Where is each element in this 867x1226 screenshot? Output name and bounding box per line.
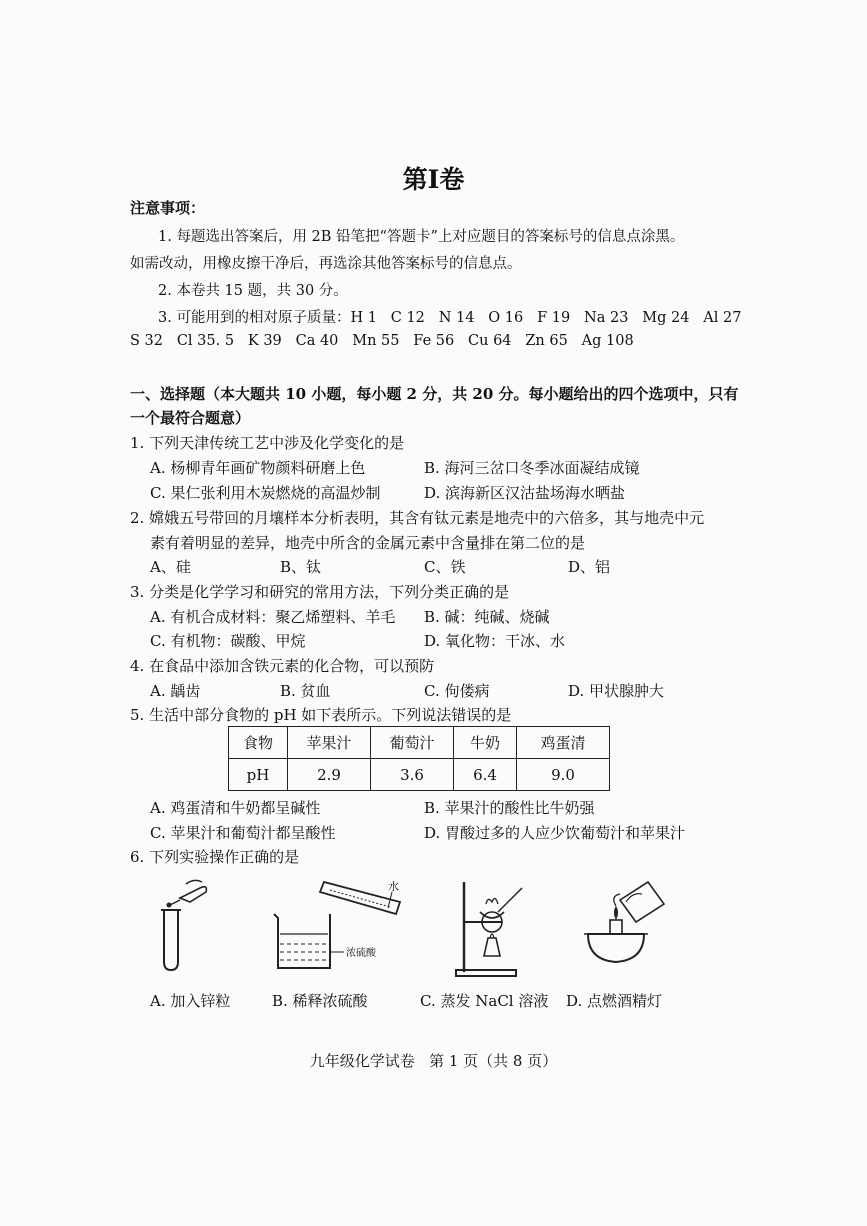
question-4-option-b[interactable]: B. 贫血 — [280, 682, 331, 700]
add-zinc-figure — [150, 876, 220, 976]
question-2-option-c[interactable]: C、铁 — [424, 558, 466, 576]
question-2-option-b[interactable]: B、钛 — [280, 558, 322, 576]
alcohol-lamp-figure — [580, 876, 670, 972]
table-cell: 3.6 — [371, 759, 454, 791]
question-5-option-b[interactable]: B. 苹果汁的酸性比牛奶强 — [424, 799, 595, 817]
question-2-option-d[interactable]: D、铝 — [568, 558, 611, 576]
question-6-option-a[interactable]: A. 加入锌粒 — [150, 992, 231, 1010]
table-header-cell: 食物 — [229, 727, 288, 759]
notice-item-3: 3. 可能用到的相对原子质量：H 1 C 12 N 14 O 16 F 19 Na 23 Mg 24 Al 27 — [158, 310, 742, 326]
question-3-option-b[interactable]: B. 碱：纯碱、烧碱 — [424, 608, 550, 626]
question-4-option-c[interactable]: C. 佝偻病 — [424, 682, 490, 700]
question-1-option-d[interactable]: D. 滨海新区汉沽盐场海水晒盐 — [424, 484, 626, 502]
acid-label: 浓硫酸 — [346, 948, 376, 959]
question-1-option-a[interactable]: A. 杨柳青年画矿物颜料研磨上色 — [150, 459, 366, 477]
table-header-cell: 牛奶 — [454, 727, 517, 759]
notice-item-3-cont: S 32 Cl 35. 5 K 39 Ca 40 Mn 55 Fe 56 Cu 64 Zn 65 Ag 108 — [130, 333, 634, 349]
question-3-option-a[interactable]: A. 有机合成材料：聚乙烯塑料、羊毛 — [150, 608, 396, 626]
question-2-option-a[interactable]: A、硅 — [150, 558, 191, 576]
page-title: 第Ⅰ卷 — [402, 165, 465, 194]
table-header-cell: 鸡蛋清 — [517, 727, 610, 759]
ph-table — [228, 726, 610, 791]
dilute-acid-figure — [268, 872, 418, 982]
question-6-option-d[interactable]: D. 点燃酒精灯 — [566, 992, 663, 1010]
question-5-option-c[interactable]: C. 苹果汁和葡萄汁都呈酸性 — [150, 824, 336, 842]
question-1-option-c[interactable]: C. 果仁张利用木炭燃烧的高温炒制 — [150, 484, 381, 502]
question-6-option-b[interactable]: B. 稀释浓硫酸 — [272, 992, 368, 1010]
question-6-stem: 6. 下列实验操作正确的是 — [130, 848, 300, 866]
table-header-cell: 苹果汁 — [288, 727, 371, 759]
water-label: 水 — [388, 880, 399, 893]
question-2-stem-cont: 素有着明显的差异，地壳中所含的金属元素中含量排在第二位的是 — [150, 534, 586, 552]
notice-item-2: 2. 本卷共 15 题，共 30 分。 — [158, 283, 348, 299]
question-1-option-b[interactable]: B. 海河三岔口冬季冰面凝结成镜 — [424, 459, 640, 477]
notice-heading: 注意事项： — [130, 199, 206, 217]
question-6-option-c[interactable]: C. 蒸发 NaCl 溶液 — [420, 992, 549, 1010]
question-3-option-d[interactable]: D. 氧化物：干冰、水 — [424, 632, 566, 650]
section-heading-cont: 一个最符合题意） — [130, 409, 251, 427]
notice-item-1-cont: 如需改动，用橡皮擦干净后，再选涂其他答案标号的信息点。 — [130, 256, 522, 272]
table-row — [229, 727, 610, 759]
evaporate-figure — [450, 876, 540, 980]
question-4-stem: 4. 在食品中添加含铁元素的化合物，可以预防 — [130, 657, 435, 675]
table-header-cell: 葡萄汁 — [371, 727, 454, 759]
table-cell: 9.0 — [517, 759, 610, 791]
question-1-stem: 1. 下列天津传统工艺中涉及化学变化的是 — [130, 434, 405, 452]
question-5-stem: 5. 生活中部分食物的 pH 如下表所示。下列说法错误的是 — [130, 706, 512, 724]
table-cell: 2.9 — [288, 759, 371, 791]
table-cell: 6.4 — [454, 759, 517, 791]
question-5-option-a[interactable]: A. 鸡蛋清和牛奶都呈碱性 — [150, 799, 321, 817]
question-4-option-a[interactable]: A. 龋齿 — [150, 682, 201, 700]
section-heading: 一、选择题（本大题共 10 小题，每小题 2 分，共 20 分。每小题给出的四个选项中，只有 — [130, 385, 739, 403]
page-footer: 九年级化学试卷 第 1 页（共 8 页） — [309, 1052, 558, 1070]
question-3-option-c[interactable]: C. 有机物：碳酸、甲烷 — [150, 632, 306, 650]
question-2-stem: 2. 嫦娥五号带回的月壤样本分析表明，其含有钛元素是地壳中的六倍多，其与地壳中元 — [130, 509, 705, 527]
table-cell: pH — [229, 759, 288, 791]
question-4-option-d[interactable]: D. 甲状腺肿大 — [568, 682, 665, 700]
table-row — [229, 759, 610, 791]
question-3-stem: 3. 分类是化学学习和研究的常用方法，下列分类正确的是 — [130, 583, 510, 601]
notice-item-1: 1. 每题选出答案后，用 2B 铅笔把“答题卡”上对应题目的答案标号的信息点涂黑。 — [158, 229, 685, 245]
question-5-option-d[interactable]: D. 胃酸过多的人应少饮葡萄汁和苹果汁 — [424, 824, 686, 842]
